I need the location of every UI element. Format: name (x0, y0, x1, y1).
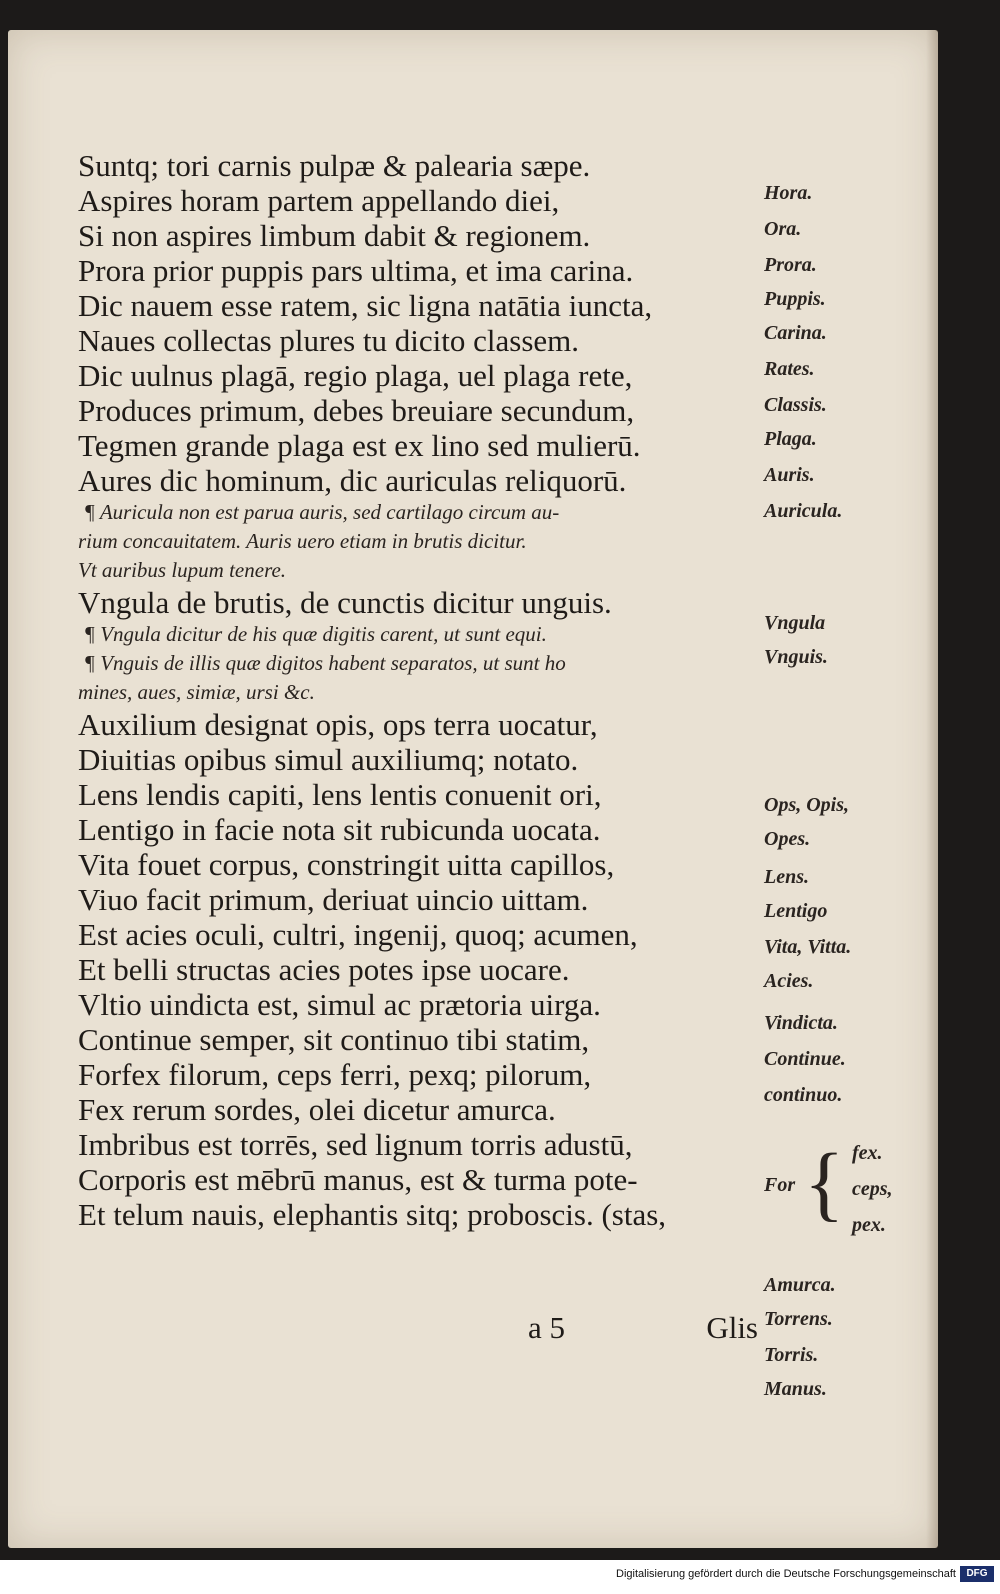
margin-note: Vindicta. (764, 1012, 838, 1034)
margin-note: Acies. (764, 970, 814, 992)
margin-note: Auris. (764, 464, 815, 486)
commentary-line: rium concauitatem. Auris uero etiam in brutis dicitur. (78, 529, 527, 553)
text-line: Naues collectas plures tu dicito classem. (78, 323, 580, 358)
funding-credit: Digitalisierung gefördert durch die Deutsche Forschungsgemeinschaft (616, 1568, 956, 1580)
commentary-line: mines, aues, simiæ, ursi &c. (78, 680, 315, 704)
page-edge-shadow (926, 30, 938, 1548)
text-line: Forfex filorum, ceps ferri, pexq; pilorum, (78, 1057, 592, 1092)
margin-note: Auricula. (764, 500, 843, 522)
signature-mark: a 5 (528, 1310, 566, 1345)
digitization-footer (0, 1560, 1000, 1594)
text-line: Tegmen grande plaga est ex lino sed mulierū. (78, 428, 641, 463)
forfex-brace-group (764, 1134, 934, 1254)
margin-note: Amurca. (764, 1274, 836, 1296)
brace-item: fex. (852, 1142, 883, 1164)
text-line: Dic uulnus plagā, regio plaga, uel plaga rete, (78, 358, 633, 393)
text-line: Imbribus est torrēs, sed lignum torris adustū, (78, 1127, 633, 1162)
text-line: Si non aspires limbum dabit & regionem. (78, 218, 591, 253)
margin-note: continuo. (764, 1084, 843, 1106)
margin-note: Vita, Vitta. (764, 936, 852, 958)
catchword: Glis (706, 1310, 758, 1345)
text-line: Dic nauem esse ratem, sic ligna natātia iuncta, (78, 288, 653, 323)
text-line: Aspires horam partem appellando diei, (78, 183, 560, 218)
curly-brace-icon: { (804, 1137, 845, 1230)
commentary-line: ¶ Vngula dicitur de his quæ digitis carent, ut sunt equi. (84, 622, 547, 646)
text-line: Vngula de brutis, de cunctis dicitur unguis. (78, 585, 612, 620)
commentary-line: Vt auribus lupum tenere. (78, 558, 287, 582)
book-page (8, 30, 938, 1548)
margin-note: Lens. (764, 866, 809, 888)
margin-note: Lentigo (764, 900, 828, 922)
text-line: Aures dic hominum, dic auriculas reliquorū. (78, 463, 627, 498)
dfg-logo-icon: DFG (960, 1566, 994, 1582)
text-line: Est acies oculi, cultri, ingenij, quoq; acumen, (78, 917, 638, 952)
text-line: Produces primum, debes breuiare secundum, (78, 393, 635, 428)
text-line: Auxilium designat opis, ops terra uocatur, (78, 707, 598, 742)
brace-item: pex. (852, 1214, 886, 1236)
brace-prefix: For (764, 1174, 796, 1196)
text-line: Lens lendis capiti, lens lentis conuenit ori, (78, 777, 602, 812)
margin-note: Ora. (764, 218, 802, 240)
margin-note: Plaga. (764, 428, 817, 450)
text-line: Et belli structas acies potes ipse uocare. (78, 952, 570, 987)
text-line: Fex rerum sordes, olei dicetur amurca. (78, 1092, 556, 1127)
margin-note: Rates. (764, 358, 815, 380)
text-line: Vltio uindicta est, simul ac prætoria uirga. (78, 987, 601, 1022)
brace-item: ceps, (852, 1178, 893, 1200)
margin-note: Puppis. (764, 288, 826, 310)
commentary-line: ¶ Auricula non est parua auris, sed cartilago circum au- (84, 500, 560, 524)
margin-note: Opes. (764, 828, 811, 850)
text-line: Et telum nauis, elephantis sitq; proboscis. (stas, (78, 1197, 667, 1232)
margin-note: Vnguis. (764, 646, 828, 668)
main-text-block (78, 148, 758, 1232)
margin-note: Continue. (764, 1048, 846, 1070)
text-line: Viuo facit primum, deriuat uincio uittam. (78, 882, 589, 917)
margin-note: Vngula (764, 612, 826, 634)
margin-note: Ops, Opis, (764, 794, 850, 816)
margin-note: Torrens. (764, 1308, 833, 1330)
margin-note: Classis. (764, 394, 827, 416)
page-footer-line (528, 1310, 758, 1350)
text-line: Suntq; tori carnis pulpæ & palearia sæpe. (78, 148, 591, 183)
text-line: Diuitias opibus simul auxiliumq; notato. (78, 742, 579, 777)
text-line: Corporis est mēbrū manus, est & turma pote- (78, 1162, 638, 1197)
text-line: Lentigo in facie nota sit rubicunda uocata. (78, 812, 601, 847)
commentary-line: ¶ Vnguis de illis quæ digitos habent separatos, ut sunt ho (84, 651, 566, 675)
margin-note: Carina. (764, 322, 827, 344)
margin-note: Torris. (764, 1344, 819, 1366)
text-line: Continue semper, sit continuo tibi statim, (78, 1022, 590, 1057)
text-line: Vita fouet corpus, constringit uitta capillos, (78, 847, 615, 882)
margin-note: Manus. (764, 1378, 827, 1400)
margin-note: Hora. (764, 182, 813, 204)
text-line: Prora prior puppis pars ultima, et ima carina. (78, 253, 634, 288)
margin-note: Prora. (764, 254, 817, 276)
